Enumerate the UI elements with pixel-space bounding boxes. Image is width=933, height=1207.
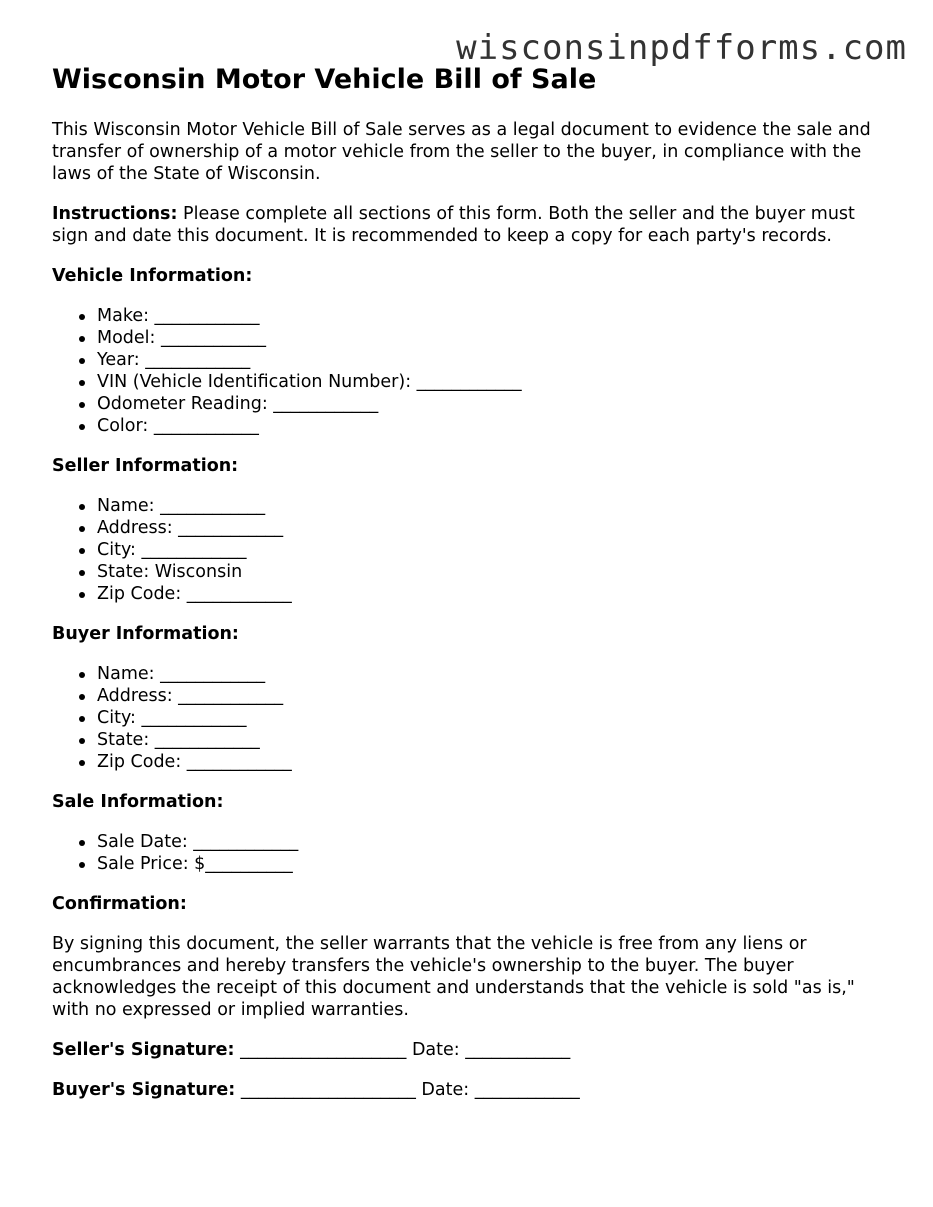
seller-signature-blanks: ___________________ Date: ____________ bbox=[234, 1040, 571, 1060]
page-title: Wisconsin Motor Vehicle Bill of Sale bbox=[52, 64, 597, 95]
vehicle-make-field: Make: ____________ bbox=[97, 305, 892, 327]
buyer-zip-field: Zip Code: ____________ bbox=[97, 751, 892, 773]
seller-signature-line bbox=[52, 1039, 892, 1061]
vehicle-year-field: Year: ____________ bbox=[97, 349, 892, 371]
buyer-state-field: State: ____________ bbox=[97, 729, 892, 751]
seller-info-list bbox=[52, 495, 892, 605]
seller-state-field: State: Wisconsin bbox=[97, 561, 892, 583]
sale-date-field: Sale Date: ____________ bbox=[97, 831, 892, 853]
seller-address-field: Address: ____________ bbox=[97, 517, 892, 539]
sale-info-list bbox=[52, 831, 892, 875]
instructions-text: Please complete all sections of this form. Both the seller and the buyer must sign and date this document. It is recommended to keep a copy for each party's records. bbox=[52, 204, 855, 246]
document-body bbox=[52, 62, 892, 1101]
vehicle-model-field: Model: ____________ bbox=[97, 327, 892, 349]
buyer-city-field: City: ____________ bbox=[97, 707, 892, 729]
vehicle-color-field: Color: ____________ bbox=[97, 415, 892, 437]
vehicle-odometer-field: Odometer Reading: ____________ bbox=[97, 393, 892, 415]
buyer-signature-blanks: ____________________ Date: ____________ bbox=[235, 1080, 580, 1100]
vehicle-section-heading: Vehicle Information: bbox=[52, 266, 253, 286]
buyer-signature-line bbox=[52, 1079, 892, 1101]
sale-price-field: Sale Price: $__________ bbox=[97, 853, 892, 875]
vehicle-info-list bbox=[52, 305, 892, 437]
instructions-paragraph bbox=[52, 203, 892, 247]
seller-city-field: City: ____________ bbox=[97, 539, 892, 561]
confirmation-section-heading: Confirmation: bbox=[52, 894, 187, 914]
buyer-section-heading: Buyer Information: bbox=[52, 624, 239, 644]
sale-section-heading: Sale Information: bbox=[52, 792, 224, 812]
seller-section-heading: Seller Information: bbox=[52, 456, 239, 476]
confirmation-paragraph: By signing this document, the seller warrants that the vehicle is free from any liens or encumbrances and hereby transfers the vehicle's ownership to the buyer. The buyer acknowledges the receipt of this document and understands that the vehicle is sold "as is," with no expressed or implied warranties. bbox=[52, 934, 855, 1020]
seller-signature-label: Seller's Signature: bbox=[52, 1040, 235, 1060]
instructions-label: Instructions: bbox=[52, 204, 178, 224]
buyer-signature-label: Buyer's Signature: bbox=[52, 1080, 236, 1100]
seller-name-field: Name: ____________ bbox=[97, 495, 892, 517]
intro-paragraph: This Wisconsin Motor Vehicle Bill of Sale serves as a legal document to evidence the sale and transfer of ownership of a motor vehicle from the seller to the buyer, in compliance with the laws of the State of Wisconsin. bbox=[52, 120, 871, 184]
buyer-address-field: Address: ____________ bbox=[97, 685, 892, 707]
watermark: wisconsinpdfforms.com bbox=[456, 28, 907, 68]
buyer-name-field: Name: ____________ bbox=[97, 663, 892, 685]
seller-zip-field: Zip Code: ____________ bbox=[97, 583, 892, 605]
buyer-info-list bbox=[52, 663, 892, 773]
vehicle-vin-field: VIN (Vehicle Identification Number): ____________ bbox=[97, 371, 892, 393]
